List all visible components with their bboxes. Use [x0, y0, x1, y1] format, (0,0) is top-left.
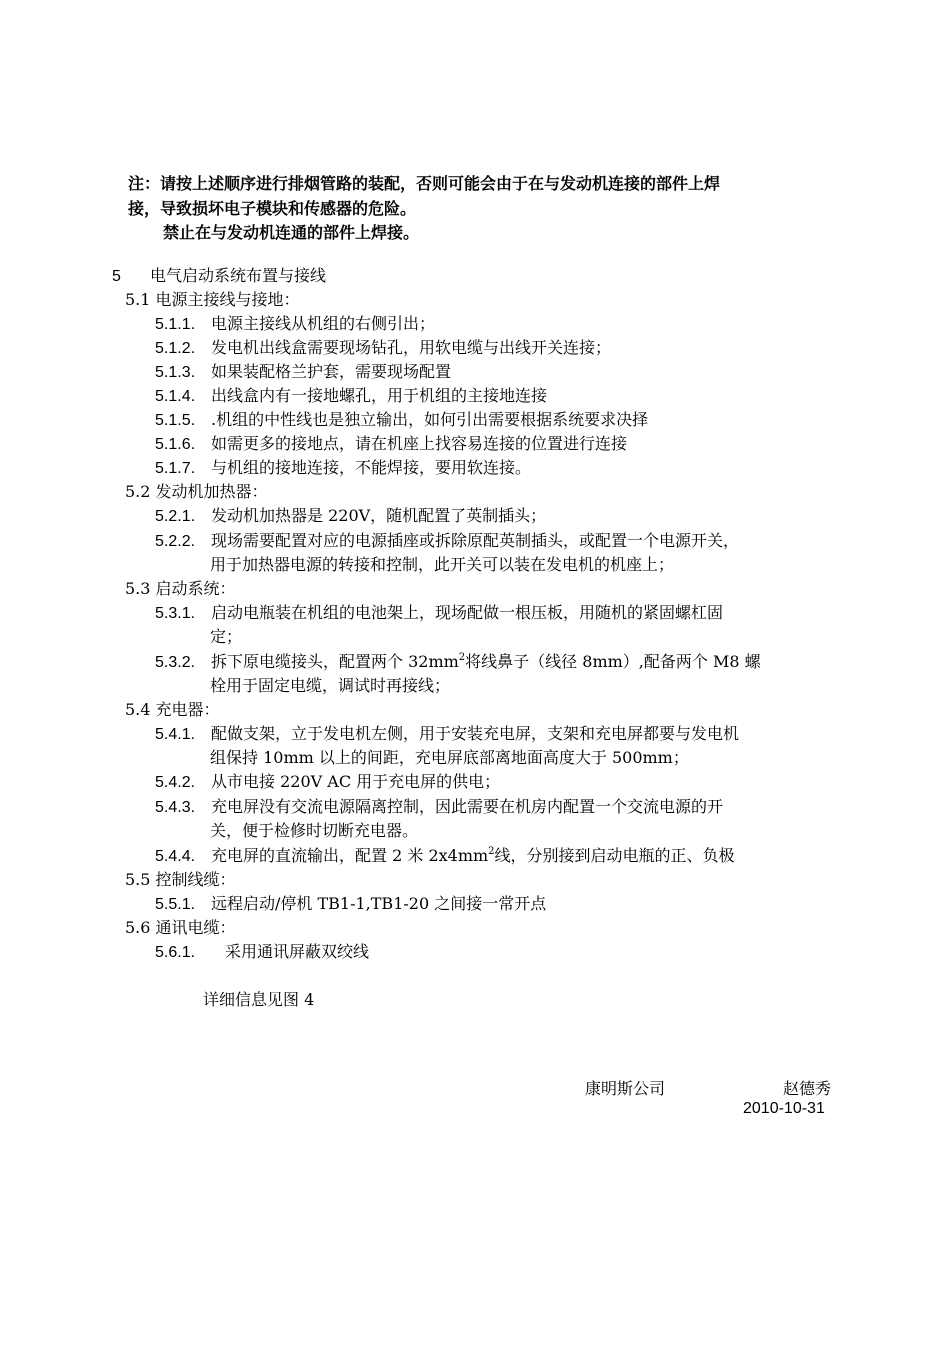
footer-company: 康明斯公司: [585, 1079, 666, 1098]
list-item-continuation: 定；: [210, 627, 243, 646]
subsection-5-5-heading: 5.5 控制线缆：: [125, 870, 236, 889]
list-item: [155, 722, 739, 747]
list-item-continuation: 栓用于固定电缆，调试时再接线；: [210, 676, 451, 695]
item-number: 5.4.3.: [155, 799, 196, 816]
section-number: 5: [112, 268, 121, 285]
list-item: [155, 650, 761, 675]
item-number: 5.3.2.: [155, 654, 196, 671]
list-item-continuation: 关，便于检修时切断充电器。: [210, 821, 419, 840]
item-number: 5.4.2.: [155, 774, 196, 791]
footer-date: 2010-10-31: [743, 1100, 825, 1117]
list-item: [155, 601, 723, 626]
item-number: 5.1.6.: [155, 436, 196, 453]
item-number: 5.2.2.: [155, 533, 196, 550]
item-text: 现场需要配置对应的电源插座或拆除原配英制插头，或配置一个电源开关，: [211, 531, 740, 550]
list-item: [155, 456, 531, 481]
list-item: [155, 892, 546, 917]
item-text: 配做支架，立于发电机左侧，用于安装充电屏，支架和充电屏都要与发电机: [211, 724, 740, 743]
item-text: 发电机出线盒需要现场钻孔，用软电缆与出线开关连接；: [211, 338, 612, 357]
list-item: [155, 408, 648, 433]
list-item: [155, 940, 369, 965]
item-text: 远程启动/停机 TB1-1,TB1-20 之间接一常开点: [211, 894, 547, 913]
list-item-continuation: 组保持 10mm 以上的间距，充电屏底部离地面高度大于 500mm；: [210, 748, 689, 767]
item-text: 拆下原电缆接头，配置两个 $32mm^2$将线鼻子（线径 8mm）,配备两个 M8 螺: [211, 652, 761, 671]
item-number: 5.5.1.: [155, 896, 196, 913]
note-line-2: 接，导致损坏电子模块和传感器的危险。: [128, 199, 417, 218]
superscript: 2: [458, 652, 466, 663]
item-text: 充电屏的直流输出，配置 2 米 $2x4mm^2$线，分别接到启动电瓶的正、负极: [211, 846, 735, 865]
list-item: [155, 384, 547, 409]
subsection-5-3-heading: 5.3 启动系统：: [125, 579, 236, 598]
subsection-5-1-heading: 5.1 电源主接线与接地：: [125, 290, 300, 309]
item-number: 5.1.1.: [155, 316, 196, 333]
item-text: 出线盒内有一接地螺孔，用于机组的主接地连接: [211, 386, 548, 405]
detail-reference: 详细信息见图 4: [203, 990, 315, 1009]
item-text: 从市电接 220V AC 用于充电屏的供电；: [211, 772, 501, 791]
list-item: [155, 336, 611, 361]
item-text: 如需更多的接地点，请在机座上找容易连接的位置进行连接: [211, 434, 628, 453]
list-item: [155, 432, 627, 457]
subsection-5-2-heading: 5.2 发动机加热器：: [125, 482, 268, 501]
item-text: 采用通讯屏蔽双绞线: [225, 942, 370, 961]
item-number: 5.1.4.: [155, 388, 196, 405]
item-number: 5.2.1.: [155, 508, 196, 525]
item-number: 5.4.1.: [155, 726, 196, 743]
superscript: 2: [488, 846, 495, 857]
footer-author: 赵德秀: [783, 1079, 832, 1098]
note-line-1: 注：请按上述顺序进行排烟管路的装配，否则可能会由于在与发动机连接的部件上焊: [128, 174, 721, 193]
list-item: [155, 795, 723, 820]
item-number: 5.1.5.: [155, 412, 196, 429]
item-text: .机组的中性线也是独立输出，如何引出需要根据系统要求决择: [211, 410, 649, 429]
section-title: 电气启动系统布置与接线: [150, 266, 327, 285]
item-text: 如果装配格兰护套，需要现场配置: [211, 362, 452, 381]
item-number: 5.4.4.: [155, 848, 196, 865]
section-heading: [112, 264, 326, 289]
item-number: 5.1.7.: [155, 460, 196, 477]
item-number: 5.6.1.: [155, 944, 196, 961]
item-text: 与机组的接地连接，不能焊接，要用软连接。: [211, 458, 532, 477]
list-item-continuation: 用于加热器电源的转接和控制，此开关可以装在发电机的机座上；: [210, 555, 675, 574]
item-text: 充电屏没有交流电源隔离控制，因此需要在机房内配置一个交流电源的开: [211, 797, 724, 816]
item-text: 发动机加热器是 220V，随机配置了英制插头；: [211, 506, 547, 525]
list-item: [155, 360, 451, 385]
item-text: 电源主接线从机组的右侧引出；: [211, 314, 436, 333]
list-item: [155, 529, 739, 554]
list-item: [155, 844, 735, 869]
item-number: 5.3.1.: [155, 605, 196, 622]
subsection-5-6-heading: 5.6 通讯电缆：: [125, 918, 236, 937]
list-item: [155, 504, 546, 529]
subsection-5-4-heading: 5.4 充电器：: [125, 700, 220, 719]
item-text: 启动电瓶装在机组的电池架上，现场配做一根压板，用随机的紧固螺杠固: [211, 603, 724, 622]
item-number: 5.1.2.: [155, 340, 196, 357]
note-line-3: 禁止在与发动机连通的部件上焊接。: [163, 223, 420, 242]
item-number: 5.1.3.: [155, 364, 196, 381]
list-item: [155, 770, 500, 795]
list-item: [155, 312, 435, 337]
